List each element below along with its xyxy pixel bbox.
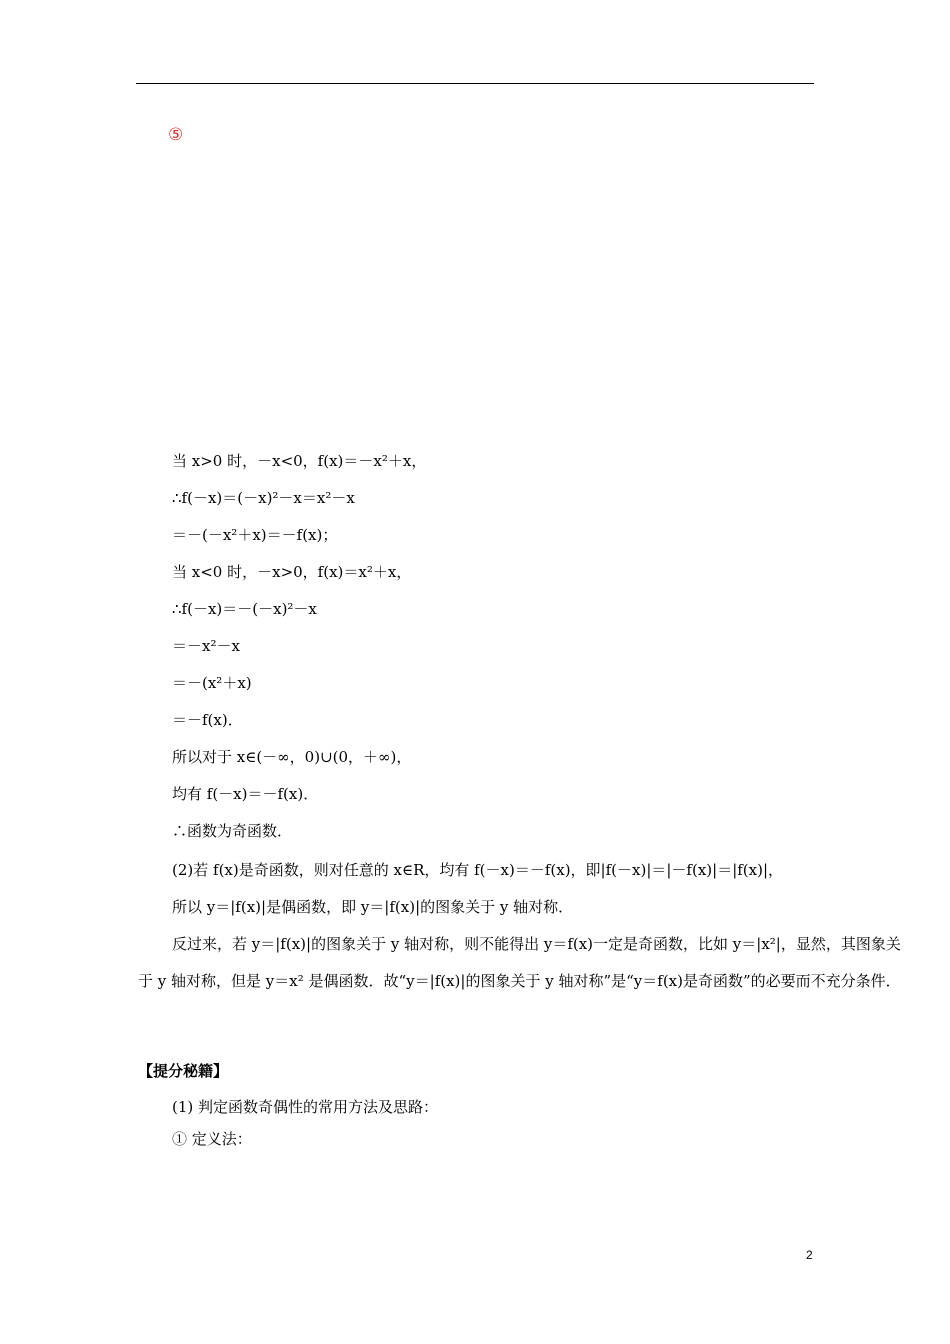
proof-line: ∴f(－x)＝－(－x)²－x — [172, 600, 317, 618]
circled-number-marker: ⑤ — [168, 125, 184, 145]
proof-line: ∴f(－x)＝(－x)²－x＝x²－x — [172, 489, 355, 507]
proof-line: ＝－f(x)． — [172, 711, 243, 729]
section-heading: 【提分秘籍】 — [138, 1062, 229, 1080]
tip-line: ① 定义法： — [172, 1130, 252, 1148]
part2-line: 所以 y＝|f(x)|是偶函数，即 y＝|f(x)|的图象关于 y 轴对称． — [172, 898, 574, 916]
header-rule — [136, 83, 814, 84]
proof-line: 均有 f(－x)＝－f(x)． — [172, 785, 319, 803]
proof-line: 当 x>0 时，－x<0，f(x)＝－x²＋x， — [172, 452, 427, 470]
tip-line: (1) 判定函数奇偶性的常用方法及思路： — [172, 1098, 439, 1116]
page-number: 2 — [806, 1248, 813, 1262]
proof-conclusion: ∴函数为奇函数． — [172, 822, 293, 840]
part2-line: (2)若 f(x)是奇函数，则对任意的 x∈R，均有 f(－x)＝－f(x)，即|f(－x)|＝|－f(x)|＝|f(x)|， — [172, 861, 784, 879]
proof-line: 当 x<0 时，－x>0，f(x)＝x²＋x， — [172, 563, 412, 581]
proof-line: ＝－x²－x — [172, 637, 240, 655]
proof-line: 所以对于 x∈(－∞，0)∪(0，＋∞)， — [172, 748, 412, 766]
part2-paragraph: 反过来，若 y＝|f(x)|的图象关于 y 轴对称，则不能得出 y＝f(x)一定是奇函数，比如 y＝|x²|，显然，其图象关于 y 轴对称，但是 y＝x² 是偶函数．故“y＝|f(x)|的图象关于 y 轴对称”是“y＝f(x)是奇函数”的必要而不充分条件． — [138, 935, 901, 990]
proof-line: ＝－(－x²＋x)＝－f(x)； — [172, 526, 338, 544]
proof-line: ＝－(x²＋x) — [172, 674, 252, 692]
